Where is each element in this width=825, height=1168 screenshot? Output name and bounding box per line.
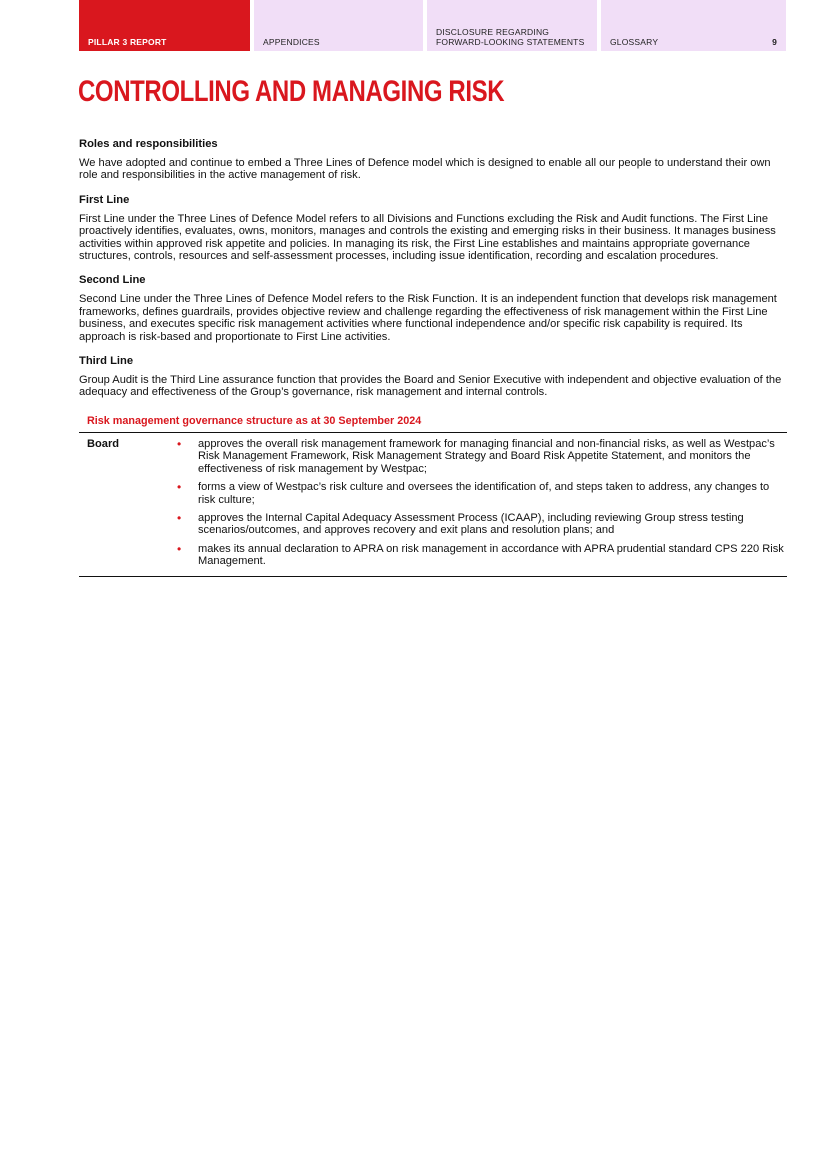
- tab-label: DISCLOSURE REGARDING FORWARD-LOOKING STATEMENTS: [436, 27, 585, 47]
- list-item: [177, 512, 787, 537]
- section-second-line: [79, 273, 787, 343]
- bullet-icon: •: [177, 436, 182, 451]
- section-heading: Third Line: [79, 355, 134, 368]
- list-item: [177, 481, 787, 506]
- tab-label: GLOSSARY: [610, 37, 659, 47]
- section-body: Second Line under the Three Lines of Defence Model refers to the Risk Function. It is an independent function that develops risk management frameworks, defines guardrails, provides objective review and challenge regarding the effectiveness of risk management within the First Line business, and executes specific risk management activities where functional independence and/or specific risk capability is required. Its approach is risk-based and proportionate to First Line activities.: [79, 293, 777, 343]
- tab-forward-looking-statements[interactable]: [427, 0, 597, 51]
- governance-table: [79, 433, 787, 577]
- tab-label: PILLAR 3 REPORT: [88, 37, 167, 47]
- bullet-list: [177, 433, 787, 576]
- section-body: Group Audit is the Third Line assurance function that provides the Board and Senior Executive with independent and objective evaluation of the adequacy and effectiveness of the Group’s governance, risk management and internal controls.: [79, 374, 782, 399]
- list-item-text: makes its annual declaration to APRA on risk management in accordance with APRA prudential standard CPS 220 Risk Management.: [198, 542, 784, 568]
- section-first-line: [79, 193, 787, 263]
- bullet-icon: •: [177, 480, 182, 495]
- list-item-text: forms a view of Westpac’s risk culture and oversees the identification of, and steps taken to address, any changes to risk culture;: [198, 481, 770, 506]
- list-item-text: approves the overall risk management framework for managing financial and non-financial risks, as well as Westpac’s Risk Management Framework, Risk Management Strategy and Board Risk Appetite Statement, and monitors the effectiveness of risk management by Westpac;: [198, 437, 775, 475]
- tab-glossary[interactable]: [601, 0, 786, 51]
- section-body: We have adopted and continue to embed a Three Lines of Defence model which is designed to enable all our people to understand their own role and responsibilities in the active management of risk.: [79, 157, 771, 182]
- page-title: CONTROLLING AND MANAGING RISK: [78, 75, 505, 108]
- row-label: Board: [87, 437, 120, 450]
- bullet-icon: •: [177, 510, 182, 525]
- table-row: [79, 433, 787, 576]
- section-third-line: [79, 354, 787, 399]
- bullet-icon: •: [177, 541, 182, 556]
- tab-appendices[interactable]: [254, 0, 423, 51]
- list-item: [177, 543, 787, 568]
- tab-label: APPENDICES: [263, 37, 320, 47]
- row-items-cell: [177, 433, 787, 576]
- section-roles: [79, 137, 787, 182]
- table-caption: Risk management governance structure as at 30 September 2024: [79, 414, 787, 433]
- main-content: [79, 137, 787, 577]
- tab-pillar-3-report[interactable]: [79, 0, 250, 51]
- top-navigation: [79, 0, 786, 51]
- list-item: [177, 438, 787, 475]
- list-item-text: approves the Internal Capital Adequacy Assessment Process (ICAAP), including reviewing Group stress testing scenarios/outcomes, and approves recovery and exit plans and resolution plans; and: [198, 511, 744, 537]
- section-heading: Roles and responsibilities: [79, 138, 218, 150]
- section-heading: Second Line: [79, 274, 146, 287]
- page-number: 9: [772, 37, 777, 47]
- section-body: First Line under the Three Lines of Defence Model refers to all Divisions and Functions excluding the Risk and Audit functions. The First Line proactively identifies, evaluates, owns, monitors, manages and controls the existing and emerging risks in their business. It manages business activities within approved risk appetite and policies. In managing its risk, the First Line establishes and maintains appropriate governance structures, controls, resources and self-assessment processes, including issue identification, recording and escalation procedures.: [79, 212, 776, 263]
- section-heading: First Line: [79, 193, 130, 206]
